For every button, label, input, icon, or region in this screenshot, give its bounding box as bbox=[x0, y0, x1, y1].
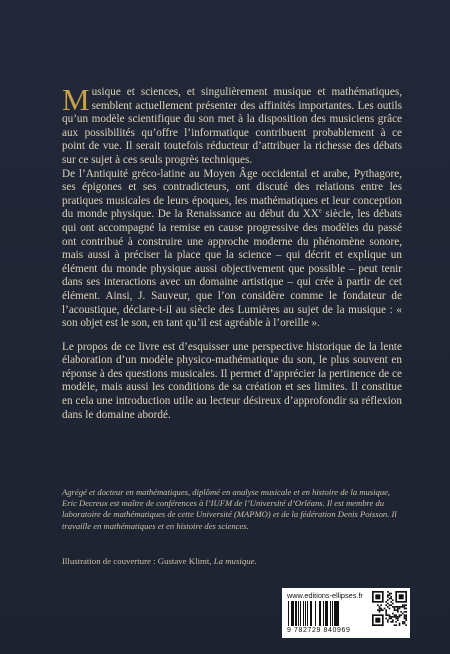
qr-module bbox=[390, 593, 392, 595]
qr-module bbox=[395, 624, 397, 626]
qr-module bbox=[387, 596, 389, 598]
qr-module bbox=[392, 606, 394, 608]
qr-module bbox=[404, 604, 406, 606]
qr-module bbox=[385, 618, 387, 620]
qr-module bbox=[397, 606, 399, 608]
qr-module bbox=[390, 604, 392, 606]
qr-module bbox=[404, 621, 406, 623]
qr-module bbox=[405, 616, 407, 618]
qr-module bbox=[404, 618, 406, 620]
qr-module bbox=[399, 616, 401, 618]
qr-module bbox=[402, 613, 404, 615]
qr-module bbox=[402, 623, 404, 625]
qr-module bbox=[385, 611, 387, 613]
qr-module bbox=[404, 611, 406, 613]
barcode-icon bbox=[288, 601, 366, 626]
qr-module bbox=[392, 599, 394, 601]
qr-module bbox=[390, 618, 392, 620]
blurb-text bbox=[62, 82, 402, 422]
qr-module bbox=[395, 616, 397, 618]
qr-module bbox=[395, 609, 397, 611]
qr-module bbox=[395, 621, 397, 623]
illustration-end: . bbox=[254, 556, 257, 566]
qr-module bbox=[404, 606, 406, 608]
qr-module bbox=[385, 609, 387, 611]
qr-module bbox=[399, 623, 401, 625]
qr-module bbox=[405, 624, 407, 626]
qr-module bbox=[392, 621, 394, 623]
blurb-paragraph-3: Le propos de ce livre est d’esquisser une perspective historique de la lente élaboration d’un modèle physico-mathématique du son, le plus souvent en réponse à des questions musicales. Il permet d’apprécier la pertinence de ce modèle, mais aussi les conditions de sa création et ses limites. Il constitue en cela une introduction utile au lecteur désireux d’approfondir sa réflexion dans le domaine abordé. bbox=[62, 340, 402, 421]
qr-module bbox=[380, 609, 382, 611]
qr-module bbox=[382, 609, 384, 611]
qr-module bbox=[380, 608, 382, 610]
illustration-label: Illustration de couverture : Gustave Klimt, bbox=[62, 556, 214, 566]
qr-module bbox=[380, 604, 382, 606]
qr-module bbox=[397, 608, 399, 610]
qr-module bbox=[375, 618, 380, 623]
qr-module bbox=[385, 601, 387, 603]
qr-module bbox=[397, 609, 399, 611]
qr-module bbox=[402, 604, 404, 606]
qr-module bbox=[402, 606, 404, 608]
qr-code-icon bbox=[372, 591, 407, 626]
qr-module bbox=[405, 608, 407, 610]
qr-module bbox=[390, 596, 392, 598]
qr-module bbox=[379, 611, 381, 613]
qr-module bbox=[394, 608, 396, 610]
isbn-number: 9 782729 840969 bbox=[287, 627, 351, 634]
qr-module bbox=[392, 619, 394, 621]
qr-module bbox=[400, 614, 402, 616]
qr-module bbox=[394, 616, 396, 618]
qr-module bbox=[389, 593, 391, 595]
qr-module bbox=[379, 608, 381, 610]
qr-module bbox=[389, 614, 391, 616]
blurb-paragraph-1 bbox=[62, 82, 402, 168]
qr-module bbox=[390, 621, 392, 623]
blurb-paragraph-1-text: usique et sciences, et singulièrement musique et mathématiques, semblent actuellement présenter des affinités importantes. Les outils qu’un modèle scientifique du son met à la disposition des musiciens grâce aux possibilités qu’offre l’informatique contribuent probablement à ce point de vue. Il serait toutefois réducteur d’attribuer la richesse des débats sur ce sujet à ces seuls progrès techniques. bbox=[62, 86, 402, 166]
qr-module bbox=[400, 611, 402, 613]
publisher-url: www.editions-ellipses.fr bbox=[287, 591, 363, 600]
qr-module bbox=[390, 601, 392, 603]
qr-module bbox=[394, 624, 396, 626]
qr-module bbox=[392, 616, 394, 618]
qr-module bbox=[399, 608, 401, 610]
qr-module bbox=[395, 614, 397, 616]
qr-module bbox=[389, 616, 391, 618]
qr-module bbox=[397, 616, 399, 618]
qr-module bbox=[387, 594, 389, 596]
illustration-credit bbox=[62, 556, 407, 567]
qr-module bbox=[400, 606, 402, 608]
blurb-paragraph-2-text-a: De l’Antiquité gréco-latine au Moyen Âge occidental et arabe, Pythagore, ses épigones et ses contradicteurs, ont discuté des relations entre les pratiques musicales de leurs époques, les mathématiques et leur conception du monde physique. De la Renaissance au début du XX bbox=[62, 167, 402, 221]
qr-module bbox=[387, 606, 389, 608]
qr-module bbox=[385, 613, 387, 615]
drop-cap: M bbox=[62, 82, 90, 117]
qr-module bbox=[392, 603, 394, 605]
qr-module bbox=[387, 599, 389, 601]
qr-module bbox=[387, 591, 389, 593]
qr-module bbox=[397, 611, 399, 613]
qr-module bbox=[387, 621, 389, 623]
illustration-title: La musique bbox=[213, 556, 255, 566]
qr-module bbox=[404, 616, 406, 618]
qr-module bbox=[375, 594, 380, 599]
qr-module bbox=[405, 611, 407, 613]
qr-module bbox=[394, 606, 396, 608]
qr-module bbox=[405, 604, 407, 606]
qr-module bbox=[402, 621, 404, 623]
qr-module bbox=[399, 614, 401, 616]
barcode-bar bbox=[338, 601, 339, 626]
qr-module bbox=[389, 604, 391, 606]
blurb-paragraph-2-text-b: siècle, les débats qui ont accompagné la remise en cause progressive des modèles du passé ont contribué à construire une approche moderne du phénomène sonore, mais aussi à préciser la place que la science – qui décrit et explique un élément du monde physique aussi objectivement que possible – peut tenir dans ses interactions avec un domaine artistique – qui crée à partir de cet élément. Ainsi, J. Sauveur, que l’on considère comme le fondateur de l’acoustique, déclare-t-il au siècle des Lumières au sujet de la musique : « son objet est le son, en tant qu’il est agréable à l’oreille ». bbox=[62, 208, 402, 330]
qr-module bbox=[394, 609, 396, 611]
qr-module bbox=[379, 606, 381, 608]
qr-module bbox=[384, 608, 386, 610]
qr-module bbox=[394, 614, 396, 616]
qr-module bbox=[387, 614, 389, 616]
qr-module bbox=[385, 604, 387, 606]
blurb-paragraph-2 bbox=[62, 168, 402, 331]
qr-module bbox=[389, 594, 391, 596]
qr-module bbox=[399, 624, 401, 626]
qr-module bbox=[390, 616, 392, 618]
qr-module bbox=[387, 619, 389, 621]
qr-module bbox=[377, 609, 379, 611]
qr-module bbox=[385, 614, 387, 616]
qr-module bbox=[377, 604, 379, 606]
qr-module bbox=[399, 594, 404, 599]
qr-module bbox=[387, 603, 389, 605]
qr-module bbox=[404, 608, 406, 610]
qr-module bbox=[397, 619, 399, 621]
qr-module bbox=[405, 619, 407, 621]
qr-module bbox=[392, 613, 394, 615]
qr-module bbox=[399, 606, 401, 608]
qr-module bbox=[404, 614, 406, 616]
qr-module bbox=[405, 614, 407, 616]
qr-module bbox=[395, 618, 397, 620]
superscript: e bbox=[318, 207, 322, 215]
author-note: Agrégé et docteur en mathématiques, diplômé en analyse musicale et en histoire de la musique, Eric Decreux est maître de conférences à l’IUFM de l’Université d’Orléans. Il est membre du laboratoire de mathématiques de cette Université (MAPMO) et de la fédération Denis Poisson. Il travaille en mathématiques et en histoire des sciences. bbox=[62, 487, 397, 531]
qr-module bbox=[389, 618, 391, 620]
qr-module bbox=[405, 618, 407, 620]
barcode-box bbox=[282, 588, 410, 638]
qr-module bbox=[390, 598, 392, 600]
qr-module bbox=[404, 623, 406, 625]
qr-module bbox=[395, 606, 397, 608]
qr-module bbox=[389, 598, 391, 600]
qr-module bbox=[379, 609, 381, 611]
qr-module bbox=[397, 618, 399, 620]
qr-module bbox=[389, 608, 391, 610]
